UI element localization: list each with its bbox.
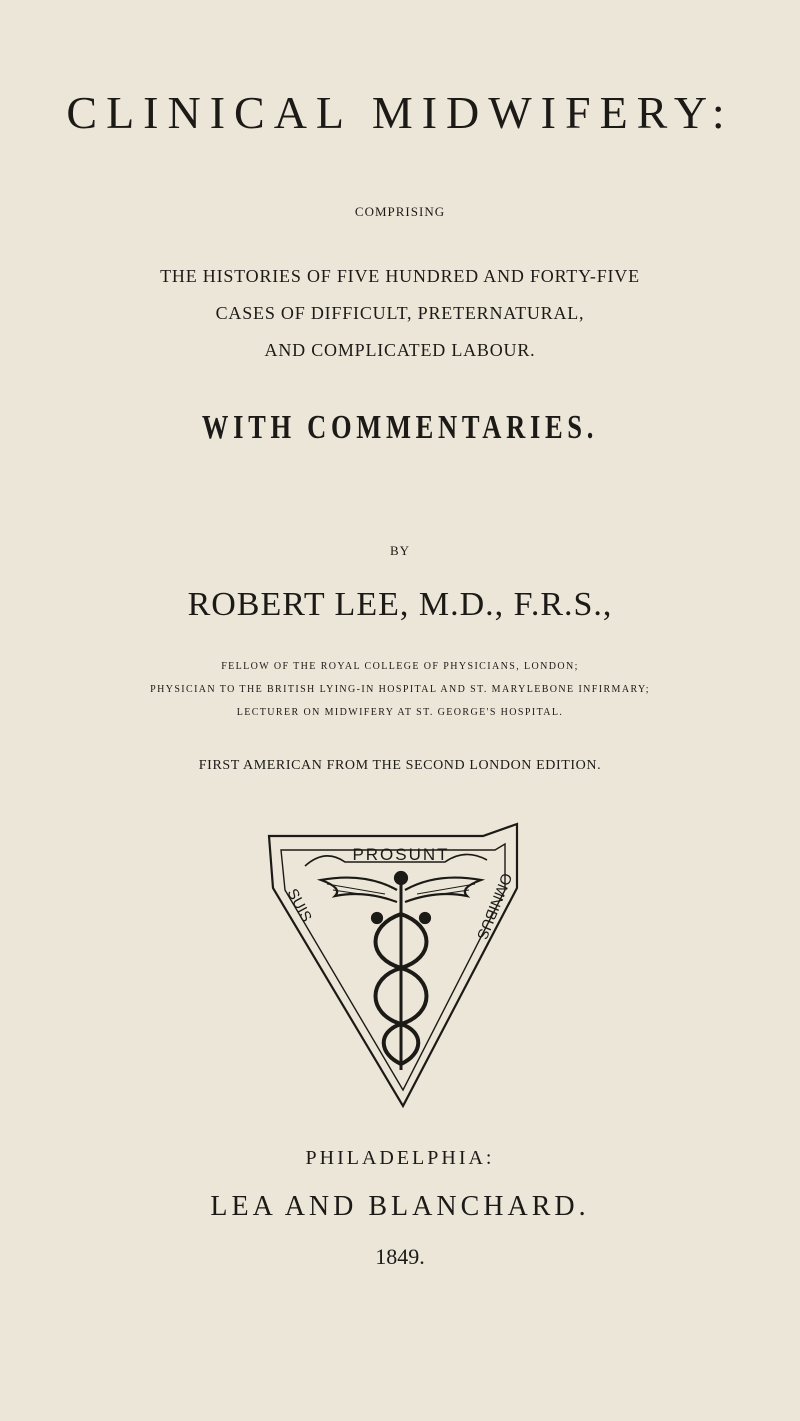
subtitle-line: THE HISTORIES OF FIVE HUNDRED AND FORTY-FIVE: [160, 266, 640, 286]
subtitle-line: AND COMPLICATED LABOUR.: [264, 340, 536, 360]
edition-statement: FIRST AMERICAN FROM THE SECOND LONDON EDITION.: [198, 758, 602, 773]
motto-right: OMNIBUS: [473, 870, 516, 942]
author-name: ROBERT LEE, M.D., F.R.S.,: [187, 586, 613, 623]
caduceus-shield-icon: [255, 818, 545, 1110]
imprint-city: PHILADELPHIA:: [305, 1147, 495, 1169]
author-credential: PHYSICIAN TO THE BRITISH LYING-IN HOSPITAL AND ST. MARYLEBONE INFIRMARY;: [150, 684, 650, 695]
imprint-publisher: LEA AND BLANCHARD.: [210, 1191, 590, 1222]
author-credential: LECTURER ON MIDWIFERY AT ST. GEORGE'S HOSPITAL.: [236, 707, 564, 718]
author-credential: FELLOW OF THE ROYAL COLLEGE OF PHYSICIANS, LONDON;: [221, 661, 579, 672]
by-label: BY: [389, 543, 411, 558]
commentaries-heading: WITH COMMENTARIES.: [201, 409, 599, 446]
motto-left: SUIS: [283, 885, 315, 925]
comprising-label: COMPRISING: [354, 204, 446, 219]
motto-top: PROSUNT: [352, 845, 450, 864]
subtitle-line: CASES OF DIFFICULT, PRETERNATURAL,: [215, 303, 585, 323]
imprint-year: 1849.: [375, 1244, 425, 1269]
book-title: CLINICAL MIDWIFERY:: [66, 87, 734, 138]
